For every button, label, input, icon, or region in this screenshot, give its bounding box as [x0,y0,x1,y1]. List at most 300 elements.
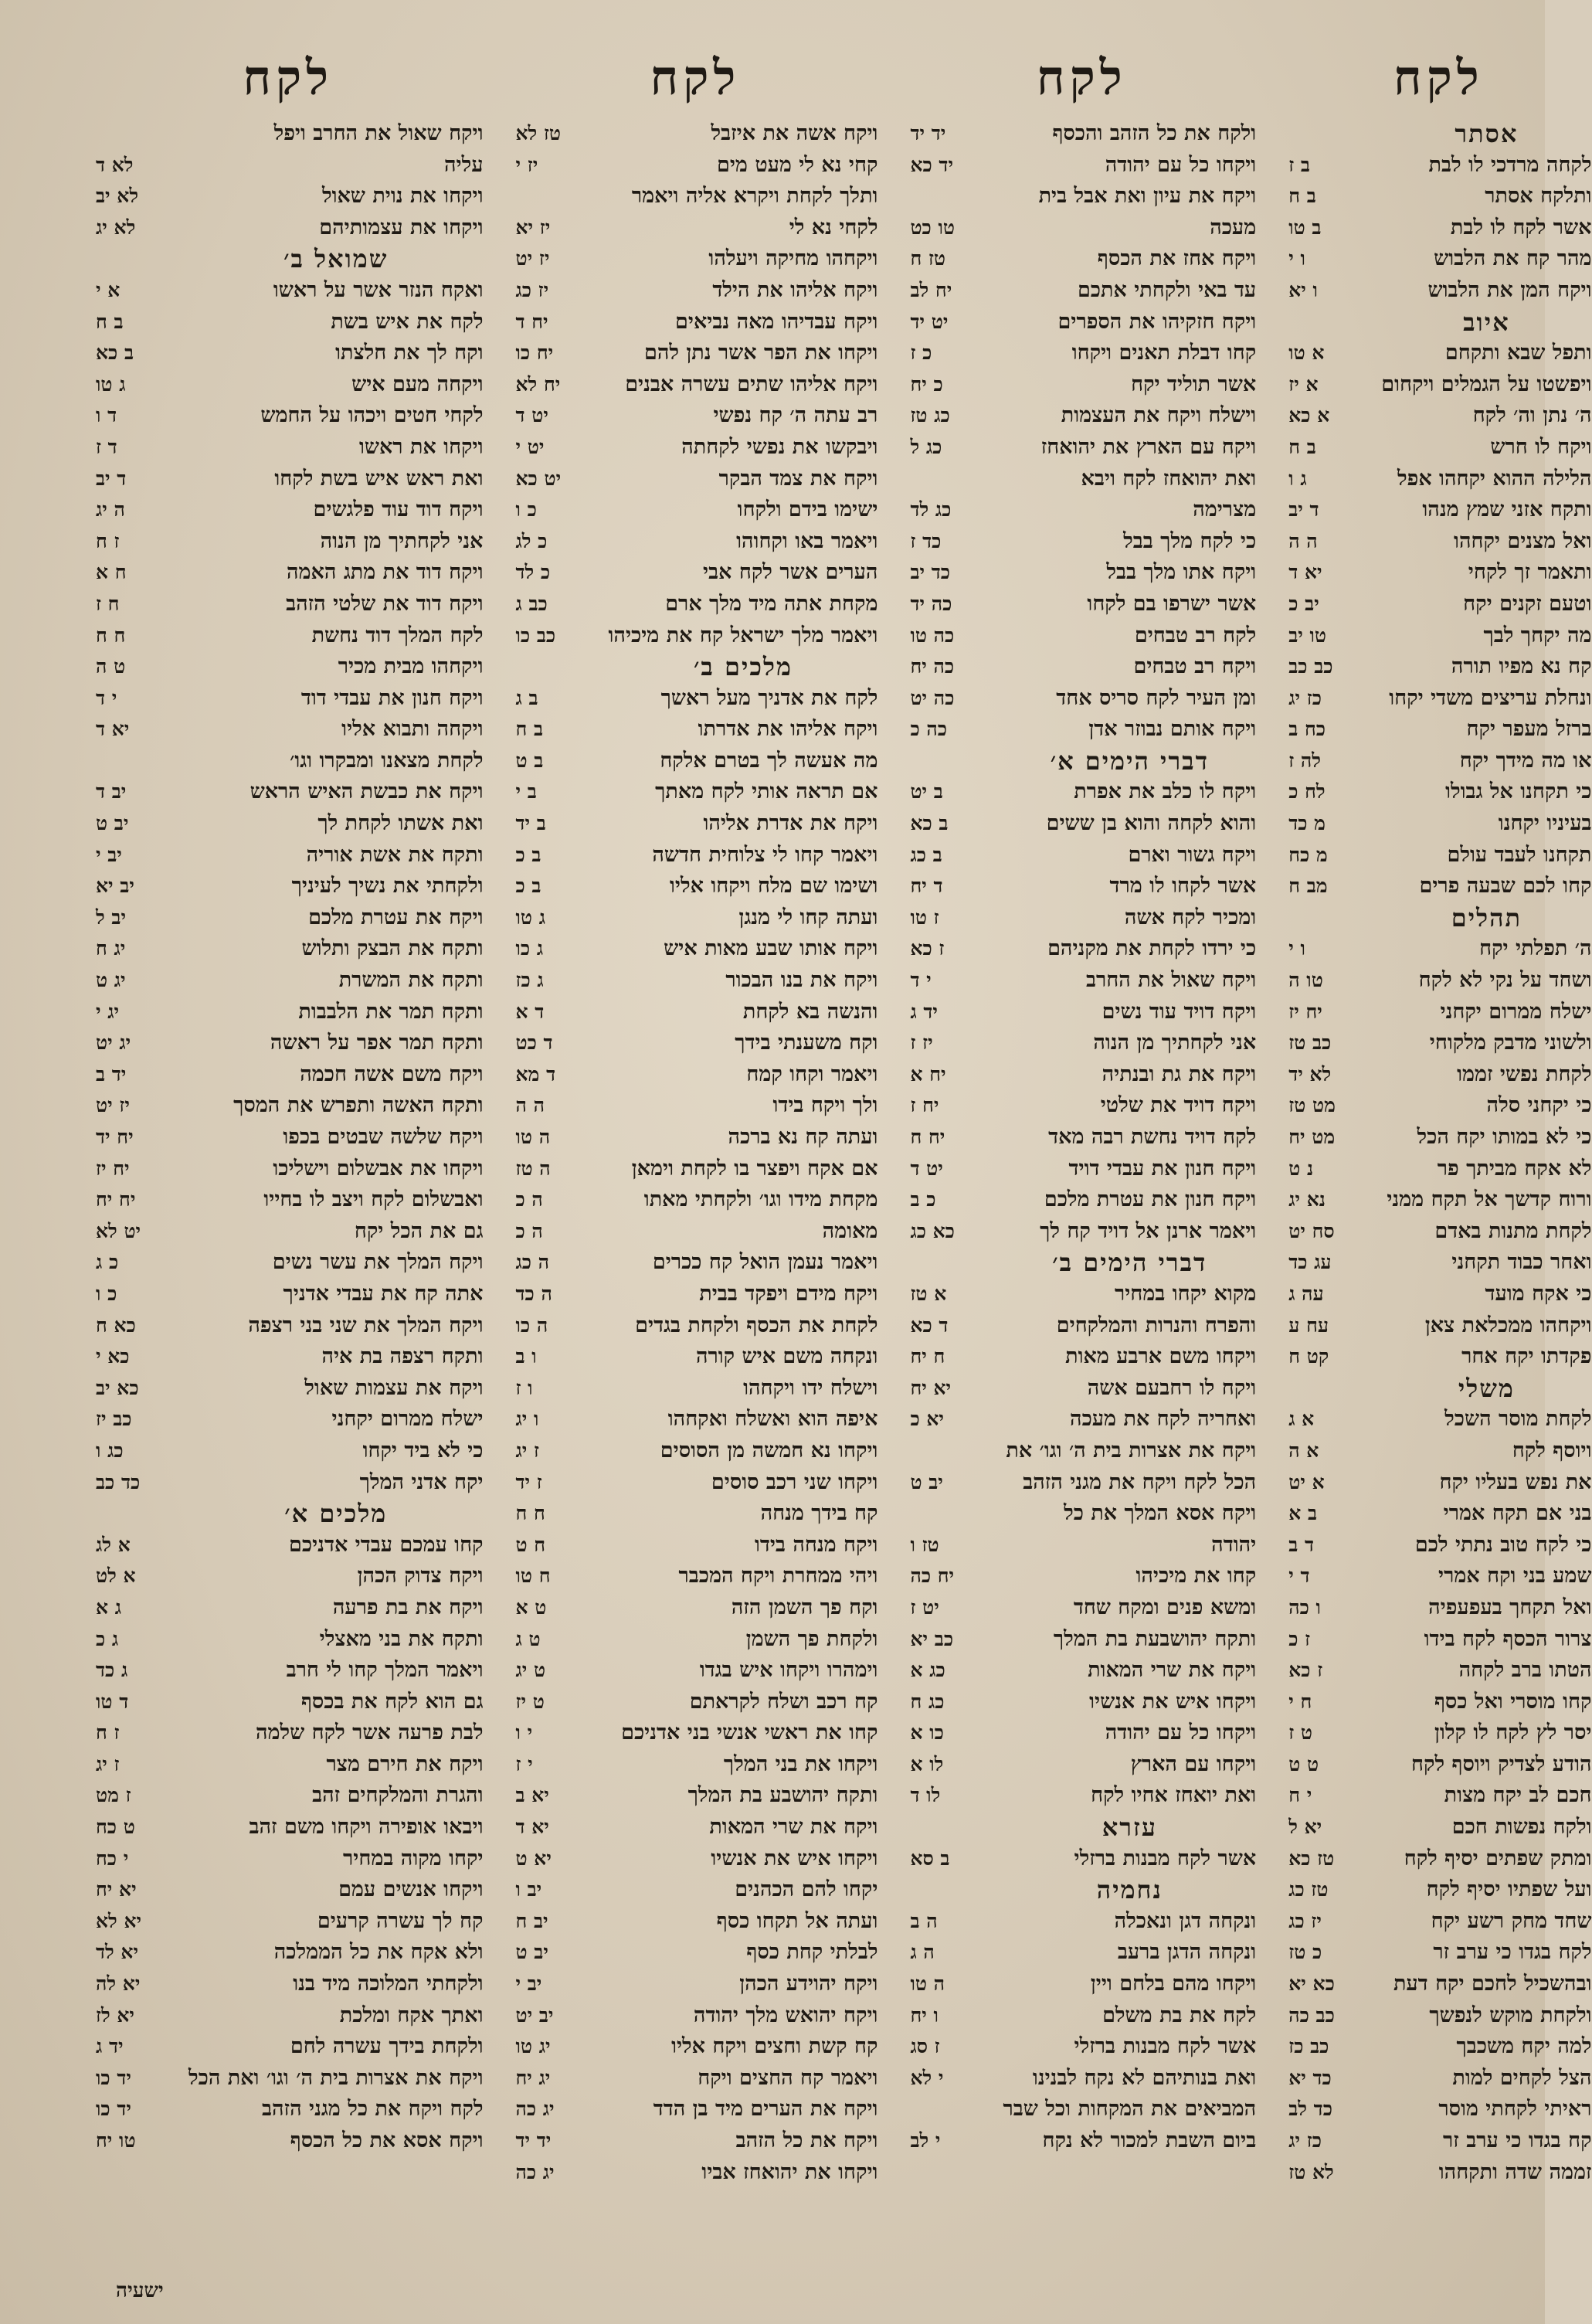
verse-reference: כג טז [910,404,950,427]
entry-line [1285,1154,1591,1185]
entry-line [93,1467,484,1499]
verse-phrase: והנשה בא לקחת [742,999,878,1024]
verse-reference: מ כח [1288,843,1328,866]
verse-reference: ג טו [96,372,126,396]
entry-line [513,526,878,558]
entry-line [907,1498,1256,1530]
book-heading [907,1812,1256,1843]
entry-line [907,150,1256,182]
verse-reference: ב ג [515,686,538,709]
verse-phrase: איפה הוא ואשלח ואקחהו [667,1407,878,1432]
entry-line [93,369,484,401]
entry-line [907,1655,1256,1687]
verse-phrase: לקח את בת משלם [1102,2003,1257,2027]
verse-phrase: קח נא מפיו תורה [1451,654,1592,679]
entry-line [93,1592,484,1624]
entry-line [513,1247,878,1279]
verse-phrase: ואל מצנים יקחהו [1454,528,1592,553]
verse-phrase: לקח דויד נחשת רבה מאד [1048,1125,1257,1149]
entry-line [513,1780,878,1812]
entry-line [1285,776,1591,808]
entry-line [1285,1780,1591,1812]
verse-reference: ד כא [910,1313,949,1337]
verse-reference: ז כא [910,937,945,960]
entry-line [513,683,878,715]
verse-reference: ב ז [1288,153,1310,176]
verse-phrase: או מה מידך יקח [1459,748,1592,773]
verse-reference: ז מט [96,1784,131,1807]
verse-reference: יב ד [96,780,127,804]
entry-line [907,275,1256,307]
verse-phrase: בני אם תקח אמרי [1443,1501,1592,1526]
entry-line [93,714,484,746]
entry-line [1285,400,1591,432]
verse-reference: טו יח [96,2129,136,2152]
verse-reference: כח ב [1288,718,1326,741]
verse-reference: ד יב [96,467,127,490]
verse-reference: יג ח [96,937,126,960]
verse-reference: יב ט [515,1941,548,1964]
verse-phrase: ויבאו אופירה ויקחו משם זהב [249,1815,484,1840]
verse-phrase: ותקח את אשת אוריה [306,842,484,867]
verse-reference: ט כח [96,1816,135,1839]
text-column-1 [93,42,484,2275]
verse-phrase: ביום השבת למכור לא נקח [1042,2129,1257,2152]
entry-line [1285,1498,1591,1530]
verse-phrase: ויקח את בנו הבכור [725,968,878,993]
entry-line [513,338,878,369]
entry-line [1285,1812,1591,1843]
entry-line [907,307,1256,338]
verse-reference: נא יג [1288,1188,1326,1211]
verse-reference: ה טו [515,1126,551,1148]
verse-reference: עה ג [1288,1282,1324,1305]
verse-phrase: ויאמר קחו לי צלוחית חדשה [652,842,878,867]
entry-line [513,840,878,872]
verse-reference: יא לה [96,1972,141,1996]
verse-phrase: ויקחו את נוית שאול [321,184,484,209]
verse-reference: כד ז [910,529,942,552]
verse-phrase: הכל לקח ויקח את מגני הזהב [1023,1469,1257,1494]
verse-reference: יב יא [96,875,134,898]
verse-reference: יב כ [1288,592,1319,615]
verse-reference: יז יט [96,1094,130,1117]
book-heading [1285,902,1591,934]
verse-reference: יב ח [515,1909,548,1932]
entry-line [513,1279,878,1310]
verse-phrase: ויקח את אצרות בית ה׳ וגו׳ את [1006,1438,1257,1463]
entry-line [907,1279,1256,1310]
verse-reference: ט ז [1288,1721,1312,1745]
entry-line [907,1122,1256,1154]
entry-line [1285,1184,1591,1216]
verse-reference: לא טז [1288,2160,1334,2183]
verse-phrase: חכם לב יקח מצות [1444,1783,1592,1808]
entry-line [513,1404,878,1436]
verse-phrase: וישלח ויקח את העצמות [1061,403,1257,428]
verse-phrase: ויקח המלך את שני בני רצפה [248,1313,484,1337]
entry-line [907,212,1256,244]
verse-phrase: אשר ישרפו בם לקחו [1087,591,1257,616]
entry-line [513,1216,878,1248]
verse-phrase: יקחו להם הכהנים [735,1877,878,1902]
entry-line [1285,150,1591,182]
verse-reference: ט יז [515,1690,545,1713]
entry-line [1285,275,1591,307]
verse-reference: ה טו [910,1972,945,1996]
entry-line [907,1561,1256,1592]
verse-reference: כג לד [910,498,952,522]
entry-line [513,1561,878,1592]
verse-reference: ה ה [515,1094,545,1117]
verse-phrase: ויקח את שרי המאות [709,1815,878,1840]
verse-reference: עח ע [1288,1313,1329,1337]
entry-line [907,714,1256,746]
verse-reference: יז יט [515,247,550,270]
verse-reference: נ ט [1288,1157,1314,1180]
verse-reference: לה ז [1288,749,1321,772]
verse-phrase: למה יקח משכבך [1456,2034,1592,2059]
verse-reference: יב ו [515,1878,542,1901]
verse-reference: כב כה [1288,2003,1335,2027]
verse-phrase: כי לא ביד יקחו [362,1438,484,1463]
entry-line [907,1843,1256,1875]
entry-line [1285,1279,1591,1310]
verse-phrase: ויאמר ארנן אל דויד קח לך [1040,1218,1257,1243]
verse-reference: יד ב [96,1062,127,1086]
verse-reference: ח ח [515,1502,545,1525]
verse-reference: יח יז [96,1157,130,1180]
entry-line [513,1184,878,1216]
verse-reference: יד ג [96,2035,124,2058]
verse-phrase: בעיניו יקחנו [1498,811,1592,836]
entry-line [907,1373,1256,1405]
verse-phrase: ה׳ תפלתי יקח [1479,936,1592,961]
entry-line [907,1341,1256,1373]
entry-line [93,1937,484,1969]
verse-reference: טו יב [1288,623,1327,647]
entry-line [1285,620,1591,652]
entry-line [1285,714,1591,746]
verse-phrase: ויקח עבדיהו מאה נביאים [675,309,878,334]
verse-phrase: מה יקחך לבך [1483,623,1592,647]
verse-reference: א לג [96,1533,131,1556]
verse-reference: ח א [96,561,127,584]
verse-phrase: מצרימה [1193,498,1257,522]
verse-phrase: ועתה קחו לי מנגן [738,905,878,929]
verse-reference: טז לא [515,122,562,144]
entry-line [907,1310,1256,1342]
entry-line [93,2031,484,2063]
entry-line [93,1341,484,1373]
verse-reference: ה כ [515,1219,543,1242]
verse-reference: יא יח [910,1376,952,1399]
verse-phrase: קח בגדו כי ערב זר [1443,2129,1592,2152]
verse-reference: ח י [1288,1690,1312,1713]
verse-reference: יח יז [1288,1000,1322,1023]
verse-phrase: ומשא פנים ומקח שחד [1073,1595,1257,1619]
verse-phrase: ויקח את אדרת אליהו [703,811,878,836]
entry-line [907,1216,1256,1248]
verse-reference: כב ג [515,592,548,615]
entry-line [93,651,484,683]
verse-reference: יז יא [515,216,551,239]
verse-reference: ב יט [910,780,943,804]
verse-reference: יח ד [515,310,548,333]
entry-line [93,1059,484,1091]
entry-line [1285,1090,1591,1122]
entry-line [1285,212,1591,244]
verse-phrase: ברזל מעפר יקח [1466,717,1592,742]
entry-line [93,808,484,840]
entry-line [93,557,484,589]
entry-line [93,1530,484,1561]
verse-phrase: אשר תוליד יקח [1131,372,1257,396]
verse-reference: א יז [1288,372,1319,396]
entry-line [1285,651,1591,683]
verse-phrase: וקח לך את חלצתו [335,341,484,365]
verse-reference: ט ט [1288,1752,1319,1775]
verse-reference: יח כו [515,341,554,365]
verse-phrase: כי תקחנו אל גבולו [1445,780,1592,804]
verse-phrase: ויפשטו על הגמלים ויקחום [1381,372,1592,396]
verse-phrase: קחו מוסרי ואל כסף [1434,1689,1592,1714]
verse-reference: עג כד [1288,1251,1332,1274]
verse-reference: ז כ [1288,1627,1311,1650]
book-heading [907,1874,1256,1906]
entry-line [93,1812,484,1843]
verse-phrase: אם אקח ויפצר בו לקחת וימאן [631,1156,878,1181]
entry-line [513,714,878,746]
entry-line [93,1279,484,1310]
verse-reference: א י [96,278,121,301]
verse-reference: טו ה [1288,969,1323,992]
verse-phrase: כי לקח מלך בבל [1123,528,1257,553]
verse-reference: י ז [515,1752,533,1775]
verse-phrase: ולקחת מוקש לנפשך [1429,2003,1592,2027]
entry-line [907,464,1256,495]
verse-reference: כב כז [1288,2035,1329,2058]
entry-line [907,118,1256,150]
verse-phrase: ויקחו איש את אנשיו [1089,1689,1257,1714]
verse-phrase: ויוסף לקח [1512,1438,1592,1463]
text-column-3 [907,42,1256,2275]
verse-reference: יא לז [96,2003,134,2027]
verse-phrase: מקחת מידו וגו׳ ולקחתי מאתו [643,1187,878,1212]
verse-reference: א יט [1288,1470,1325,1493]
entry-line [907,1592,1256,1624]
verse-phrase: ויקח חנון את עבדי דויד [1068,1156,1257,1181]
verse-phrase: לקחת מצאנו ומבקרו וגו׳ [290,748,484,773]
verse-phrase: ושחד על נקי לא לקח [1418,968,1592,993]
entry-line [907,1028,1256,1059]
verse-reference: יא לד [96,1941,139,1964]
verse-reference: כג ח [910,1690,945,1713]
verse-phrase: ואחריה לקח את מעכה [1070,1407,1257,1432]
verse-phrase: ועתה אל תקחו כסף [716,1908,878,1933]
verse-reference: ב כ [515,843,541,866]
verse-phrase: קח לך עשרה קרעים [317,1908,484,1933]
verse-reference: ה יג [96,498,125,522]
verse-reference: ז ח [96,529,120,552]
verse-phrase: יקח אדני המלך [359,1469,484,1494]
verse-phrase: ויאמר קח החצים ויקח [698,2065,878,2090]
verse-phrase: ויקח אותו שבע מאות איש [664,936,878,961]
verse-reference: לו ד [910,1784,941,1807]
verse-reference: ד ב [1288,1533,1314,1556]
entry-line [513,902,878,934]
entry-line [1285,840,1591,872]
verse-reference: ג כז [515,969,544,992]
verse-reference: כג ל [910,435,942,458]
verse-reference: יט ד [910,1157,943,1180]
verse-reference: ב כג [910,843,942,866]
verse-phrase: זממה שדה ותקחהו [1438,2159,1592,2184]
verse-phrase: ונקחה דגן ונאכלה [1114,1908,1257,1933]
entry-line [1285,2157,1591,2189]
verse-reference: לא יד [1288,1062,1332,1086]
verse-phrase: ותקח יהושבעת בת המלך [1053,1626,1257,1651]
book-title: אסתר [1455,119,1519,148]
verse-reference: כ ו [515,498,537,522]
verse-phrase: ותאמר זך לקחי [1468,560,1592,585]
entry-line [1285,1059,1591,1091]
verse-phrase: קח רכב ושלח לקראתם [689,1689,878,1714]
verse-phrase: ויקחו כל עם יהודה [1105,1721,1257,1745]
verse-reference: ו כה [1288,1595,1321,1619]
entry-line [1285,338,1591,369]
entry-line [1285,808,1591,840]
entry-line [513,965,878,997]
verse-phrase: וימהרו ויקחו איש בגדו [699,1658,878,1683]
entry-line [1285,1216,1591,1248]
entry-line [513,1624,878,1656]
verse-reference: ו יא [1288,278,1318,301]
verse-phrase: ויקח חנון את עטרת מלכם [1044,1187,1257,1212]
entry-line [513,1122,878,1154]
entry-line [1285,2063,1591,2095]
entry-line [513,1341,878,1373]
entry-line [907,1184,1256,1216]
entry-line [93,776,484,808]
verse-reference: מט טז [1288,1094,1336,1117]
entry-line [1285,1655,1591,1687]
verse-phrase: ויבקשו את נפשי לקחתה [681,434,878,459]
verse-phrase: ותקח אזני שמץ מנהו [1422,498,1592,522]
verse-phrase: ואתך אקח ומלכת [339,2003,484,2027]
entry-line [513,808,878,840]
verse-reference: לא ד [96,153,134,176]
verse-reference: יח ז [910,1094,939,1117]
entry-line [907,1090,1256,1122]
verse-phrase: מעכה [1210,215,1257,240]
verse-phrase: ויקח צדוק הכהן [357,1564,484,1588]
entry-line [1285,1969,1591,2000]
book-title: דברי הימים א׳ [1050,746,1209,776]
verse-reference: ח יח [910,1345,945,1368]
verse-reference: יב ט [96,812,129,835]
verse-phrase: אתה קח את עבדי אדניך [283,1281,484,1306]
verse-phrase: ויקח את הערים מיד בן הדד [653,2097,878,2122]
verse-phrase: אם תראה אותי לקח מאתך [655,780,878,804]
verse-reference: יד כו [96,2066,131,2089]
verse-reference: יא ב [515,1784,549,1807]
entry-line [513,557,878,589]
entry-line [1285,1436,1591,1467]
verse-phrase: מאומה [822,1218,878,1243]
verse-phrase: ויקחה ותבוא אליו [341,717,484,742]
verse-phrase: עד באי ולקחתי אתכם [1077,277,1257,302]
verse-phrase: לבלתי קחת כסף [746,1940,878,1965]
concordance-columns [93,42,1592,2275]
verse-phrase: כי אקח מועד [1485,1281,1592,1306]
entry-line [513,1530,878,1561]
verse-phrase: ויאמר וקחו קמח [746,1062,878,1086]
verse-phrase: ויקח אסא את כל הכסף [290,2129,484,2152]
book-heading [907,1247,1256,1279]
verse-phrase: קח בידך מנחה [760,1501,878,1526]
verse-phrase: ויקח מידם ויפקד בבית [699,1281,878,1306]
entry-line [93,1749,484,1781]
verse-phrase: ויקח יהוידע הכהן [739,1972,878,1996]
verse-phrase: אשר לקח מבנות ברזלי [1074,1846,1257,1870]
verse-reference: טו כט [910,216,955,239]
verse-reference: כב כו [515,623,556,647]
entry-line [1285,1718,1591,1749]
verse-phrase: ויקחו אנשים עמם [338,1877,484,1902]
verse-phrase: ובהשכיל לחכם יקח דעת [1393,1972,1592,1996]
verse-phrase: ויקח את כל הזהב [735,2129,878,2152]
verse-reference: ז יג [96,1752,120,1775]
verse-phrase: את נפש בעליו יקח [1439,1469,1592,1494]
entry-line [513,1687,878,1718]
entry-line [93,307,484,338]
verse-reference: ב ח [515,718,544,741]
verse-phrase: ואבשלום לקח ויצב לו בחייו [263,1187,484,1212]
verse-phrase: ולקחתי המלוכה מיד בנו [293,1972,484,1996]
verse-phrase: לקחת מוסר השכל [1444,1407,1592,1432]
verse-phrase: הערים אשר לקח אבי [703,560,878,585]
verse-phrase: ויקח אתו מלך בבל [1106,560,1257,585]
verse-reference: א טז [910,1282,947,1305]
book-heading [1285,118,1591,150]
verse-reference: ד טו [96,1690,129,1713]
entry-line [93,526,484,558]
verse-phrase: ויקח גשור וארם [1128,842,1257,867]
verse-phrase: ויקח אחז את הכסף [1097,246,1257,271]
entry-line [1285,369,1591,401]
verse-reference: יב י [96,843,122,866]
verse-reference: יח כה [910,1565,955,1588]
verse-phrase: ותקח רצפה בת איה [321,1344,484,1369]
entry-line [93,1154,484,1185]
entry-line [93,118,484,150]
entry-line [93,589,484,620]
entry-line [1285,871,1591,902]
entry-line [513,1812,878,1843]
entry-line [93,902,484,934]
verse-phrase: ויקח דוד עוד פלגשים [313,498,484,522]
verse-phrase: ויקחו את הפר אשר נתן להם [643,341,878,365]
verse-phrase: ויקח את עיון ואת אבל בית [1038,184,1257,209]
verse-phrase: ויאמר נעמן הואל קח ככרים [652,1250,878,1275]
verse-phrase: ויקחהו מחיקה ויעלהו [708,246,878,271]
verse-phrase: יסר לץ לקח לו קלון [1434,1721,1592,1745]
entry-line [93,1247,484,1279]
entry-line [907,965,1256,997]
entry-line [907,902,1256,934]
verse-reference: ט ג [515,1627,541,1650]
